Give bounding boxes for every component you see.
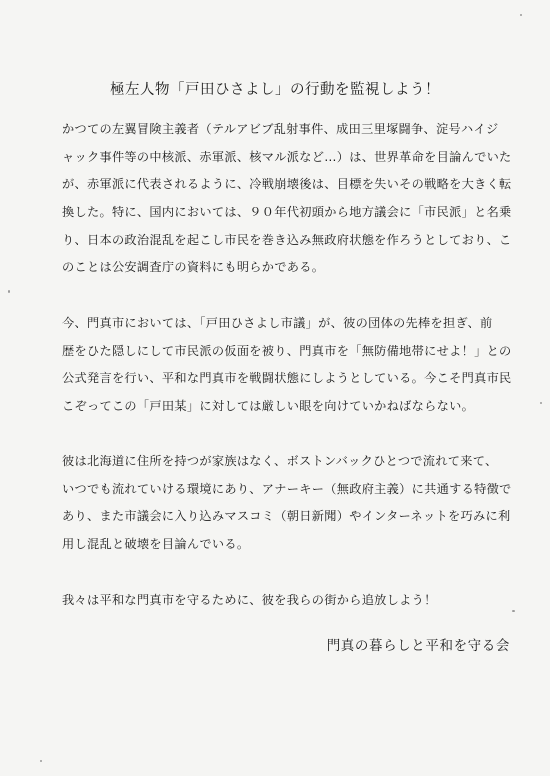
scan-speck xyxy=(512,610,515,612)
paragraph-3 xyxy=(62,448,512,559)
paragraph-line: 換した。特に、国内においては、９０年代初頭から地方議会に「市民派」と名乗 xyxy=(62,205,512,220)
paragraph-line: 歴をひた隠しにして市民派の仮面を被り、門真市を「無防備地帯にせよ！」との xyxy=(62,343,512,358)
paragraph-line: こぞってこの「戸田某」に対しては厳しい眼を向けていかねばならない。 xyxy=(62,399,475,414)
scan-speck xyxy=(40,760,42,762)
paragraph-line: が、赤軍派に代表されるように、冷戦崩壊後は、目標を失いその戦略を大きく転 xyxy=(62,177,512,192)
paragraph-line: 今、門真市においては、「戸田ひさよし市議」が、彼の団体の先棒を担ぎ、前 xyxy=(62,316,493,330)
organization-signature: 門真の暮らしと平和を守る会 xyxy=(326,638,510,654)
paragraph-line: のことは公安調査庁の資料にも明らかである。 xyxy=(62,260,325,275)
paragraph-line: 用し混乱と破壊を目論んでいる。 xyxy=(62,537,250,552)
paragraph-line: り、日本の政治混乱を起こし市民を巻き込み無政府状態を作ろうとしており、こ xyxy=(62,232,512,247)
paragraph-1 xyxy=(62,116,512,282)
paragraph-line: いつでも流れていける環境にあり、アナーキー（無政府主義）に共通する特徴で xyxy=(62,481,512,496)
paragraph-line: 公式発言を行い、平和な門真市を戦闘状態にしようとしている。今こそ門真市民 xyxy=(62,371,512,386)
paragraph-line: あり、また市議会に入り込みマスコミ（朝日新聞）やインターネットを巧みに利 xyxy=(62,509,511,524)
scan-speck xyxy=(520,14,522,16)
scan-speck xyxy=(540,402,542,404)
scan-speck xyxy=(8,290,10,293)
paragraph-line: 彼は北海道に住所を持つが家族はなく、ボストンバックひとつで流れて来て、 xyxy=(62,454,498,468)
document-title: 極左人物「戸田ひさよし」の行動を監視しよう！ xyxy=(110,82,440,98)
closing-statement: 我々は平和な門真市を守るために、彼を我らの街から追放しよう！ xyxy=(62,593,437,607)
paragraph-line: かつての左翼冒険主義者（テルアビブ乱射事件、成田三里塚闘争、淀号ハイジ xyxy=(62,122,499,136)
paragraph-line: ャック事件等の中核派、赤軍派、核マル派など…）は、世界革命を目論んでいた xyxy=(62,149,512,164)
paragraph-2 xyxy=(62,310,512,421)
